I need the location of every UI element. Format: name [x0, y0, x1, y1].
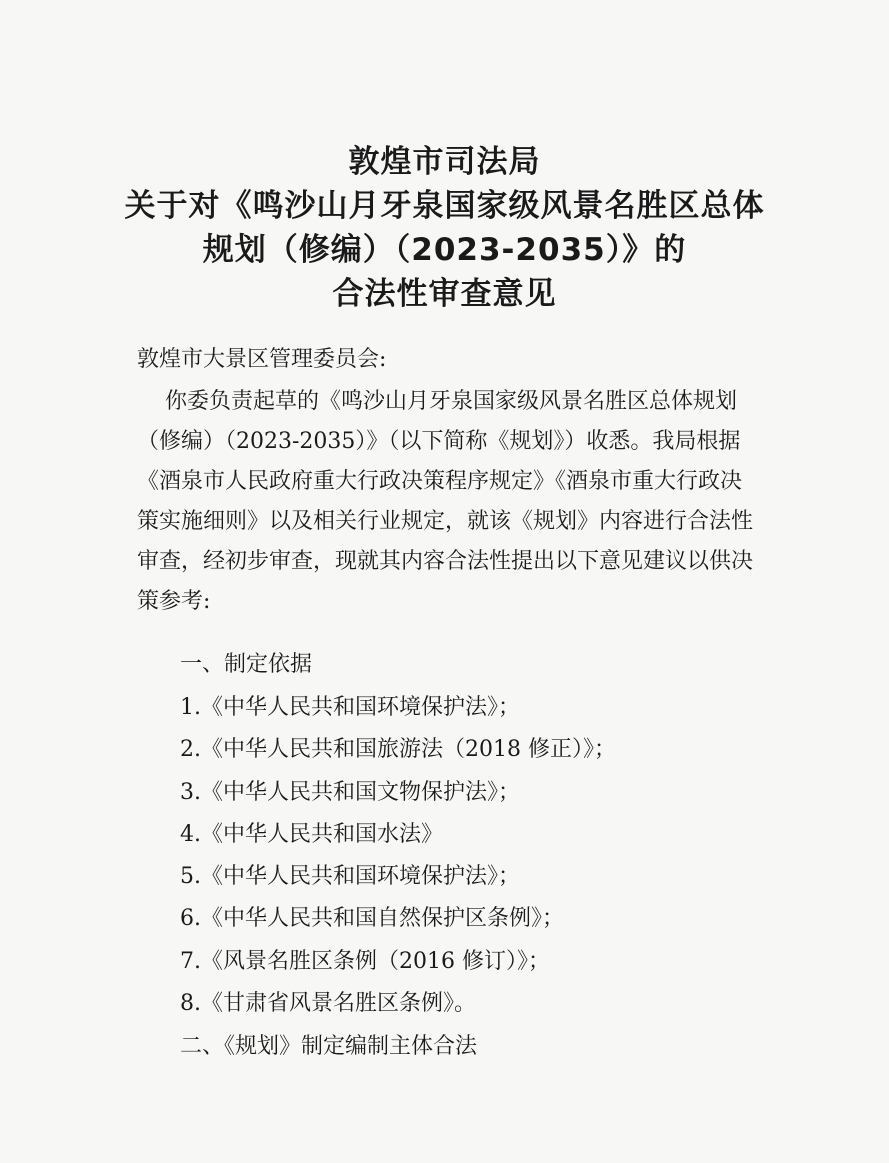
list-item: 3.《中华人民共和国文物保护法》；: [180, 779, 520, 805]
title-line-2: 关于对《鸣沙山月牙泉国家级风景名胜区总体: [124, 188, 765, 224]
document-title: [0, 140, 889, 316]
list-item: 7.《风景名胜区条例（2016 修订）》；: [180, 948, 550, 974]
title-line-1: 敦煌市司法局: [348, 144, 541, 180]
section-heading-basis: 一、制定依据: [180, 652, 313, 677]
list-item: 6.《中华人民共和国自然保护区条例》；: [180, 906, 564, 932]
intro-paragraph: [137, 382, 792, 622]
paragraph-line: 审查，经初步审查，现就其内容合法性提出以下意见建议以供决: [137, 549, 754, 574]
basis-list: [180, 687, 616, 1025]
addressee: 敦煌市大景区管理委员会:: [137, 347, 387, 372]
list-item: 4.《中华人民共和国水法》: [180, 821, 443, 847]
paragraph-line: 策参考:: [137, 589, 211, 614]
list-item: 8.《甘肃省风景名胜区条例》。: [180, 991, 476, 1017]
paragraph-line: （修编）（2023-2035）》（以下简称《规划》）收悉。我局根据: [137, 429, 741, 454]
list-item: 1.《中华人民共和国环境保护法》；: [180, 695, 520, 720]
title-line-4: 合法性审查意见: [332, 276, 557, 312]
title-line-3: 规划（修编）（2023-2035）》的: [202, 232, 687, 268]
paragraph-line: 策实施细则》以及相关行业规定，就该《规划》内容进行合法性: [137, 509, 754, 534]
paragraph-line: 《酒泉市人民政府重大行政决策程序规定》《酒泉市重大行政决: [137, 469, 743, 494]
list-item: 5.《中华人民共和国环境保护法》；: [180, 864, 520, 890]
list-item: 2.《中华人民共和国旅游法（2018 修正）》；: [180, 737, 616, 763]
section-heading-subject: 二、《规划》制定编制主体合法: [180, 1034, 478, 1059]
paragraph-line: 你委负责起草的《鸣沙山月牙泉国家级风景名胜区总体规划: [137, 389, 737, 414]
